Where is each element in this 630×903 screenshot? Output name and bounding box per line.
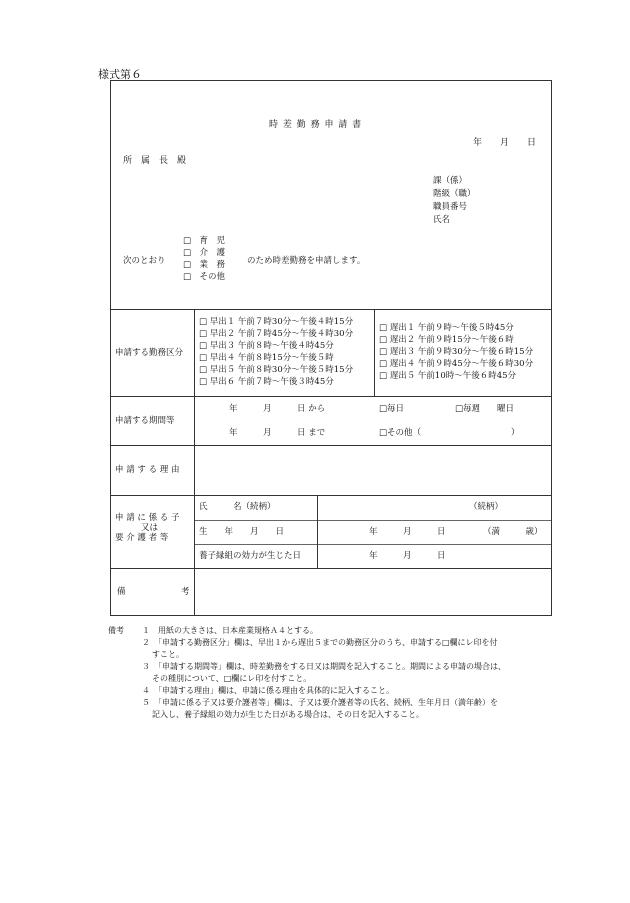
divider	[111, 396, 551, 397]
shift-early-2[interactable]: □ 早出２ 午前７時45分～午後４時30分	[199, 329, 354, 339]
period-weekday: 曜日	[497, 404, 515, 414]
shift-early-5[interactable]: □ 早出５ 午前８時30分～午後５時15分	[199, 365, 354, 375]
note-line: 記入し、養子縁組の効力が生じた日がある場合は、その日を記入すること。	[152, 710, 424, 719]
divider	[194, 520, 551, 521]
reason-input[interactable]	[197, 449, 547, 491]
dependent-label-line2: 又は	[141, 523, 159, 533]
remarks-input[interactable]	[197, 571, 547, 613]
shift-late-4[interactable]: □ 遅出４ 午前９時45分～午後６時30分	[379, 359, 534, 369]
option-childcare[interactable]: □ 育 児	[183, 236, 226, 246]
reason-label: 申 請 す る 理 由	[115, 465, 180, 475]
divider	[317, 495, 318, 568]
divider	[111, 568, 551, 569]
reason-intro: 次のとおり	[123, 256, 166, 266]
adoption-date-label: 養子縁組の効力が生じた日	[199, 551, 302, 561]
dependent-birth-label: 生 年 月 日	[199, 527, 285, 537]
note-line: １ 用紙の大きさは、日本産業規格Ａ４とする。	[142, 626, 318, 635]
period-from[interactable]: 年 月 日 から	[229, 404, 326, 414]
adoption-date-value[interactable]: 年 月 日	[369, 551, 446, 561]
shift-late-5[interactable]: □ 遅出５ 午前10時～午後６時45分	[379, 371, 517, 381]
shift-early-3[interactable]: □ 早出３ 午前８時～午後４時45分	[199, 341, 334, 351]
divider	[194, 544, 551, 545]
form-title: 時 差 勤 務 申 請 書	[269, 120, 363, 130]
addressee: 所 属 長 殿	[123, 156, 187, 166]
dependent-label-line1: 申 請 に 係 る 子	[115, 513, 180, 523]
period-daily[interactable]: □毎日	[379, 404, 405, 414]
option-work[interactable]: □ 業 務	[183, 260, 226, 270]
option-other[interactable]: □ その他	[183, 272, 226, 282]
applicant-rank-field: 階級（職）	[433, 189, 476, 199]
shift-late-3[interactable]: □ 遅出３ 午前９時30分～午後６時15分	[379, 347, 534, 357]
notes-heading: 備考	[108, 626, 124, 635]
shift-early-1[interactable]: □ 早出１ 午前７時30分～午後４時15分	[199, 317, 354, 327]
remarks-label-right: 考	[181, 587, 190, 597]
divider	[111, 309, 551, 310]
shift-label: 申請する勤務区分	[115, 348, 184, 358]
application-date: 年 月 日	[473, 138, 537, 148]
dependent-name-label: 氏 名（続柄）	[199, 502, 276, 512]
shift-early-6[interactable]: □ 早出６ 午前７時～午後３時45分	[199, 377, 334, 387]
note-line: ３ 「申請する期間等」欄は、時差勤務をする日又は期間を記入すること。期間による申請の場合は、	[142, 662, 506, 671]
period-label: 申請する期間等	[115, 416, 175, 426]
note-line: ４ 「申請する理由」欄は、申請に係る理由を具体的に記入すること。	[142, 686, 394, 695]
divider	[194, 309, 195, 616]
dependent-age[interactable]: （満 歳）	[483, 527, 543, 537]
shift-late-1[interactable]: □ 遅出１ 午前９時～午後５時45分	[379, 323, 514, 333]
applicant-id-field: 職員番号	[433, 202, 468, 212]
period-other-close: ）	[511, 428, 520, 438]
dependent-label-line3: 要 介 護 者 等	[115, 533, 169, 543]
dependent-birth-value[interactable]: 年 月 日	[369, 527, 446, 537]
reason-suffix: のため時差勤務を申請します。	[247, 256, 366, 266]
divider	[111, 445, 551, 446]
option-nursing-care[interactable]: □ 介 護	[183, 248, 226, 258]
application-form	[110, 80, 552, 616]
period-to[interactable]: 年 月 日 まで	[229, 428, 326, 438]
remarks-label-left: 備	[117, 587, 126, 597]
note-line: ５ 「申請に係る子又は要介護者等」欄は、子又は要介護者等の氏名、続柄、生年月日（満年齢）を	[142, 698, 498, 707]
note-line: その種別について、□欄にレ印を付すこと。	[152, 674, 312, 683]
applicant-section-field: 課（係）	[433, 176, 468, 186]
divider	[374, 309, 375, 396]
divider	[111, 495, 551, 496]
period-weekly[interactable]: □毎週	[455, 404, 481, 414]
period-other[interactable]: □その他（	[379, 428, 422, 438]
note-line: すこと。	[152, 650, 184, 659]
shift-early-4[interactable]: □ 早出４ 午前８時15分～午後５時	[199, 353, 334, 363]
form-number: 様式第６	[98, 68, 142, 81]
applicant-name-field: 氏名	[433, 215, 451, 225]
note-line: ２ 「申請する勤務区分」欄は、早出１から遅出５までの勤務区分のうち、申請する□欄にレ印を付	[142, 638, 498, 647]
shift-late-2[interactable]: □ 遅出２ 午前９時15分～午後６時	[379, 335, 514, 345]
dependent-relation[interactable]: （続柄）	[469, 502, 504, 512]
